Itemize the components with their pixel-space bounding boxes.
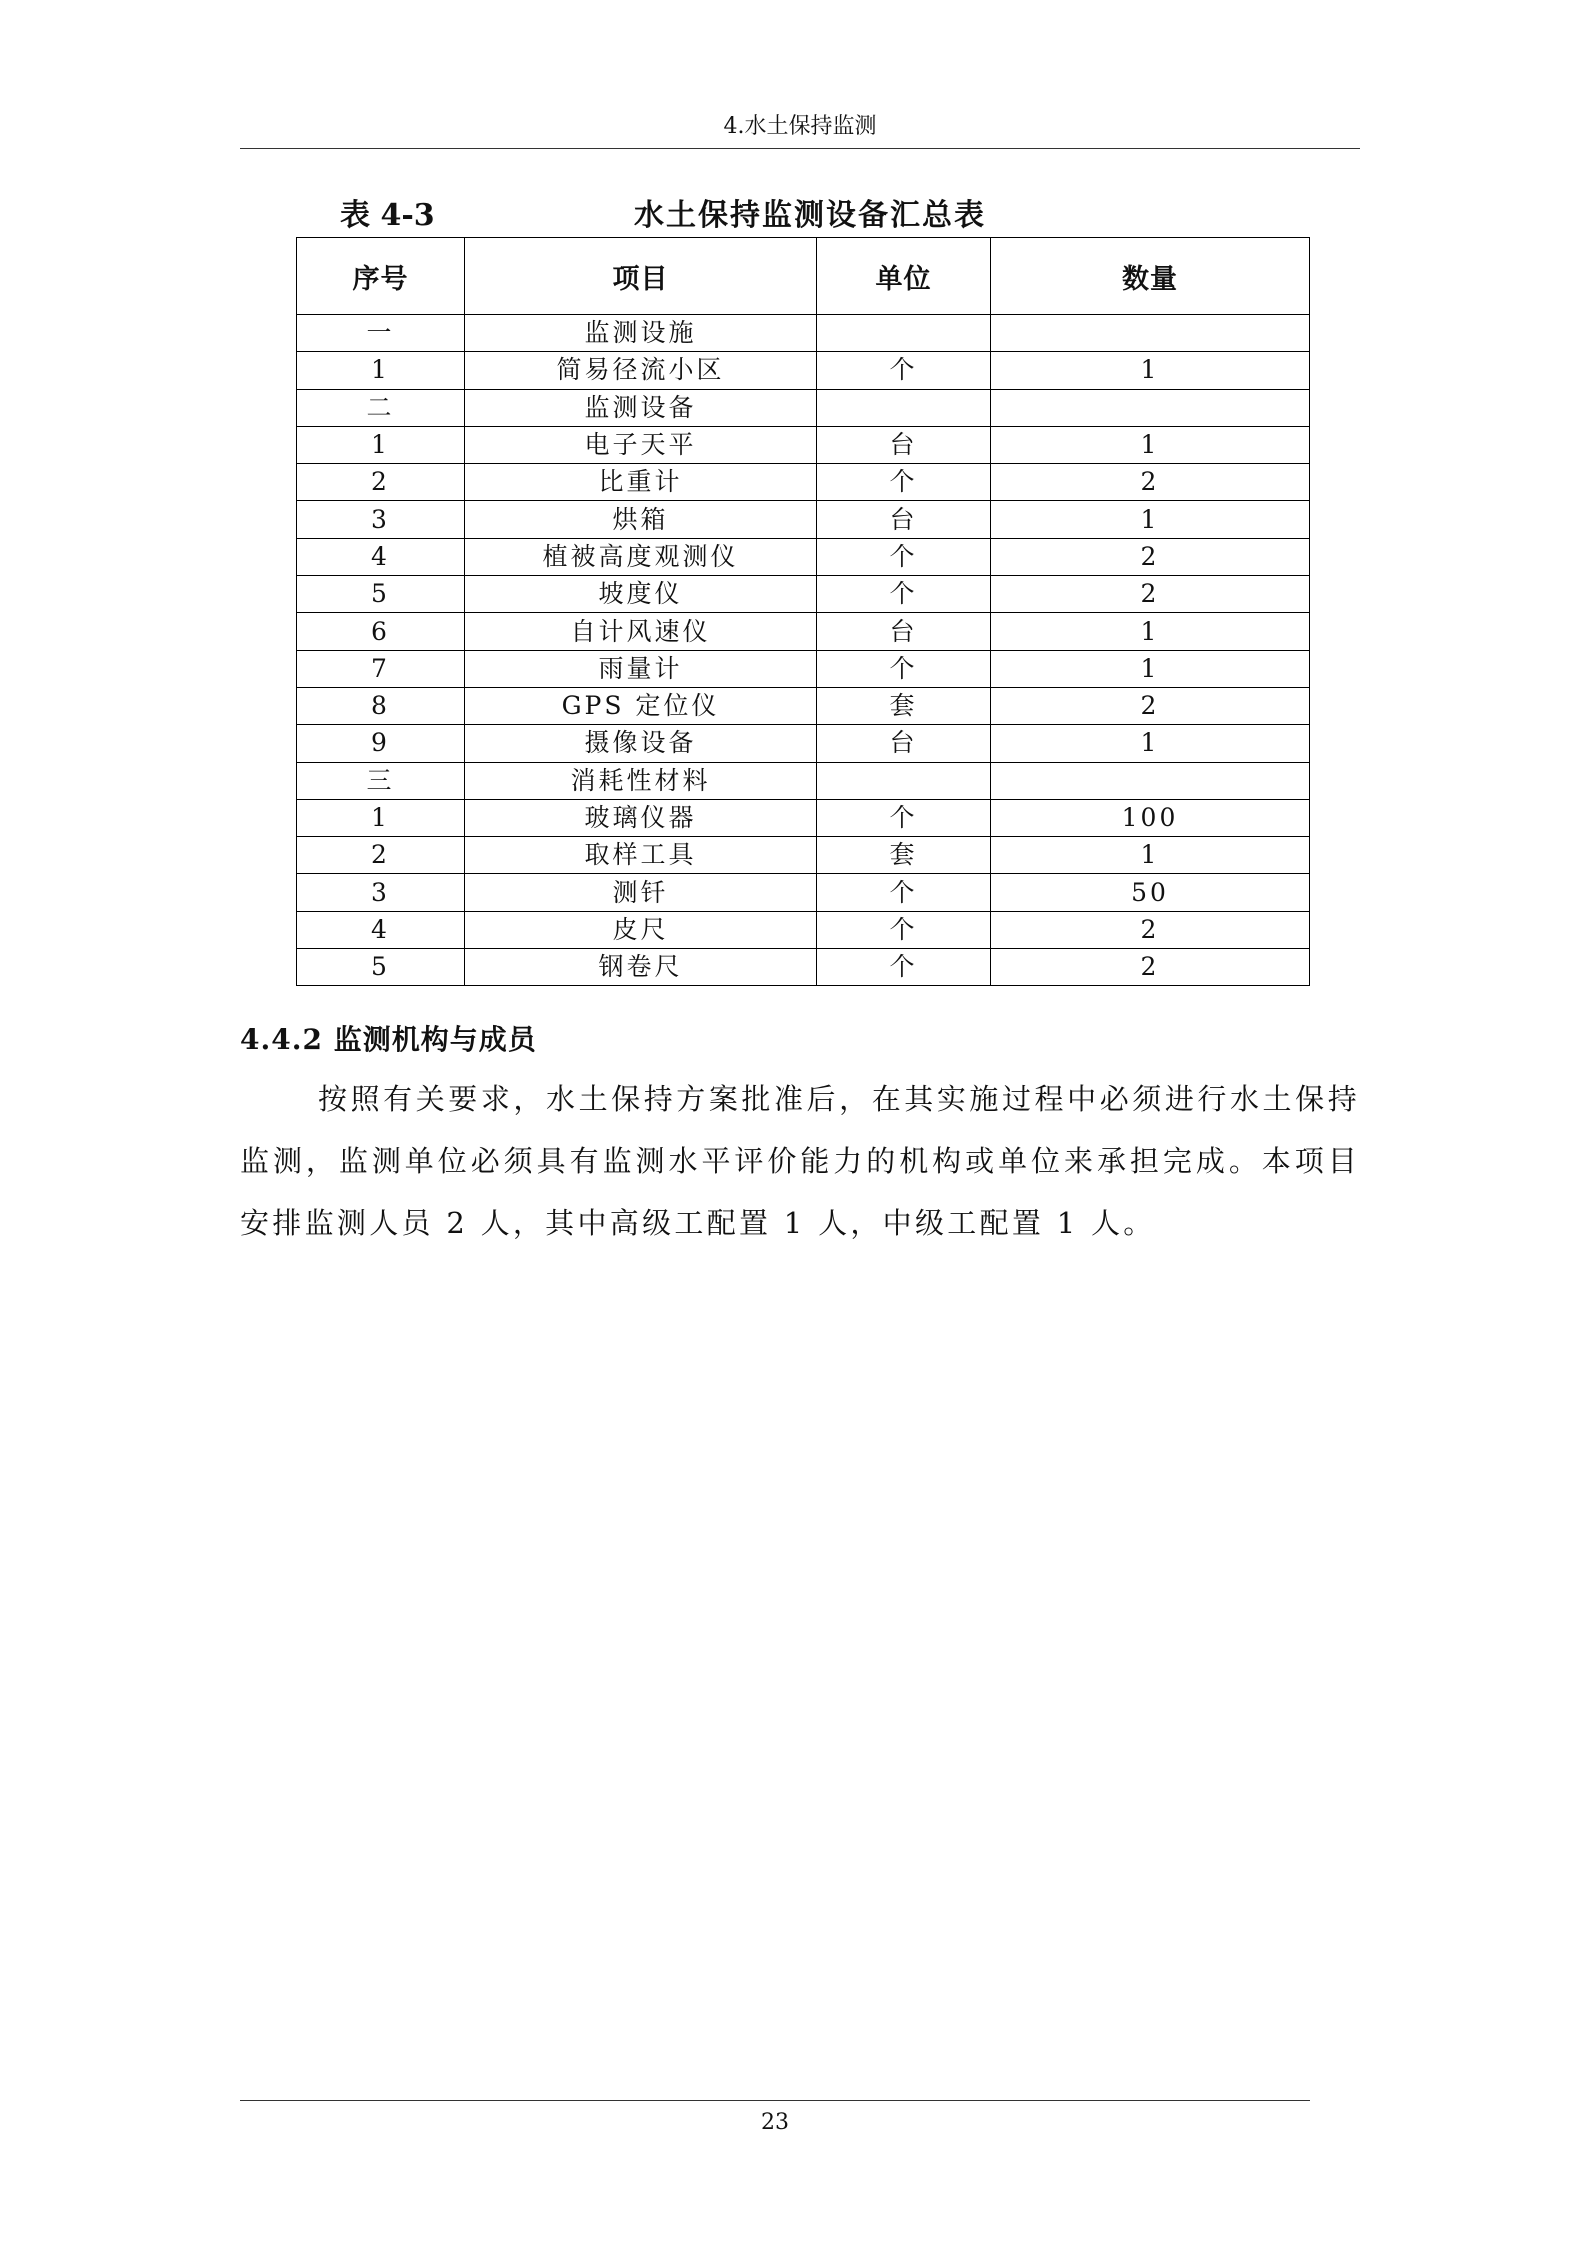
cell-unit bbox=[817, 762, 991, 799]
cell-qty: 50 bbox=[991, 874, 1310, 911]
cell-unit: 台 bbox=[817, 426, 991, 463]
cell-seq: 2 bbox=[297, 464, 465, 501]
cell-qty: 2 bbox=[991, 576, 1310, 613]
cell-unit: 台 bbox=[817, 613, 991, 650]
cell-item: 自计风速仪 bbox=[465, 613, 817, 650]
cell-seq: 4 bbox=[297, 911, 465, 948]
body-paragraph: 按照有关要求，水土保持方案批准后，在其实施过程中必须进行水土保持监测，监测单位必须具有监测水平评价能力的机构或单位来承担完成。本项目安排监测人员 2 人，其中高级工配置 1 人，中级工配置 1 人。 bbox=[240, 1082, 1360, 1240]
cell-unit: 个 bbox=[817, 799, 991, 836]
cell-qty: 1 bbox=[991, 650, 1310, 687]
equipment-table bbox=[296, 237, 1310, 986]
cell-qty: 1 bbox=[991, 426, 1310, 463]
table-row bbox=[297, 837, 1310, 874]
cell-unit: 个 bbox=[817, 538, 991, 575]
table-row bbox=[297, 687, 1310, 724]
cell-seq: 1 bbox=[297, 799, 465, 836]
cell-seq: 6 bbox=[297, 613, 465, 650]
column-header-item: 项目 bbox=[465, 238, 817, 315]
cell-item: 钢卷尺 bbox=[465, 949, 817, 986]
table-row bbox=[297, 576, 1310, 613]
footer-rule bbox=[240, 2100, 1310, 2101]
cell-unit: 个 bbox=[817, 352, 991, 389]
table-row bbox=[297, 315, 1310, 352]
table-row bbox=[297, 389, 1310, 426]
cell-item: 电子天平 bbox=[465, 426, 817, 463]
cell-qty bbox=[991, 762, 1310, 799]
table-caption-title: 水土保持监测设备汇总表 bbox=[634, 198, 986, 233]
cell-qty: 2 bbox=[991, 687, 1310, 724]
cell-qty: 2 bbox=[991, 538, 1310, 575]
table-row bbox=[297, 762, 1310, 799]
cell-qty: 2 bbox=[991, 949, 1310, 986]
cell-qty: 1 bbox=[991, 352, 1310, 389]
cell-seq: 2 bbox=[297, 837, 465, 874]
section-heading: 4.4.2 监测机构与成员 bbox=[240, 1023, 537, 1056]
cell-seq: 9 bbox=[297, 725, 465, 762]
table-row bbox=[297, 538, 1310, 575]
cell-item: 监测设备 bbox=[465, 389, 817, 426]
cell-item: 皮尺 bbox=[465, 911, 817, 948]
table-row bbox=[297, 501, 1310, 538]
cell-unit bbox=[817, 315, 991, 352]
table-row bbox=[297, 874, 1310, 911]
cell-qty: 100 bbox=[991, 799, 1310, 836]
column-header-unit: 单位 bbox=[817, 238, 991, 315]
cell-item: 雨量计 bbox=[465, 650, 817, 687]
cell-seq: 1 bbox=[297, 426, 465, 463]
cell-seq: 5 bbox=[297, 949, 465, 986]
cell-item: 摄像设备 bbox=[465, 725, 817, 762]
cell-item: 植被高度观测仪 bbox=[465, 538, 817, 575]
cell-seq: 三 bbox=[297, 762, 465, 799]
cell-seq: 二 bbox=[297, 389, 465, 426]
cell-unit: 个 bbox=[817, 911, 991, 948]
cell-item: 简易径流小区 bbox=[465, 352, 817, 389]
table-header-row bbox=[297, 238, 1310, 315]
cell-seq: 7 bbox=[297, 650, 465, 687]
cell-seq: 4 bbox=[297, 538, 465, 575]
cell-qty: 2 bbox=[991, 911, 1310, 948]
cell-unit: 套 bbox=[817, 687, 991, 724]
table-row bbox=[297, 949, 1310, 986]
cell-unit bbox=[817, 389, 991, 426]
cell-qty bbox=[991, 315, 1310, 352]
cell-item: 玻璃仪器 bbox=[465, 799, 817, 836]
cell-unit: 个 bbox=[817, 576, 991, 613]
cell-item: 取样工具 bbox=[465, 837, 817, 874]
table-row bbox=[297, 799, 1310, 836]
table-row bbox=[297, 613, 1310, 650]
cell-item: 坡度仪 bbox=[465, 576, 817, 613]
cell-item: 测钎 bbox=[465, 874, 817, 911]
cell-qty: 1 bbox=[991, 501, 1310, 538]
table-row bbox=[297, 911, 1310, 948]
cell-qty: 2 bbox=[991, 464, 1310, 501]
cell-unit: 个 bbox=[817, 874, 991, 911]
table-row bbox=[297, 464, 1310, 501]
cell-qty bbox=[991, 389, 1310, 426]
cell-qty: 1 bbox=[991, 725, 1310, 762]
cell-item: 比重计 bbox=[465, 464, 817, 501]
cell-unit: 个 bbox=[817, 650, 991, 687]
cell-item: 监测设施 bbox=[465, 315, 817, 352]
running-header: 4.水土保持监测 bbox=[723, 114, 877, 139]
column-header-qty: 数量 bbox=[991, 238, 1310, 315]
column-header-seq: 序号 bbox=[297, 238, 465, 315]
cell-unit: 个 bbox=[817, 464, 991, 501]
cell-unit: 套 bbox=[817, 837, 991, 874]
cell-item: 消耗性材料 bbox=[465, 762, 817, 799]
cell-unit: 个 bbox=[817, 949, 991, 986]
cell-qty: 1 bbox=[991, 613, 1310, 650]
header-rule bbox=[240, 148, 1360, 149]
cell-seq: 3 bbox=[297, 874, 465, 911]
cell-qty: 1 bbox=[991, 837, 1310, 874]
table-row bbox=[297, 352, 1310, 389]
cell-unit: 台 bbox=[817, 501, 991, 538]
table-row bbox=[297, 426, 1310, 463]
cell-seq: 5 bbox=[297, 576, 465, 613]
table-body bbox=[297, 315, 1310, 986]
cell-seq: 3 bbox=[297, 501, 465, 538]
cell-item: 烘箱 bbox=[465, 501, 817, 538]
cell-item: GPS 定位仪 bbox=[465, 687, 817, 724]
table-row bbox=[297, 725, 1310, 762]
page-number: 23 bbox=[761, 2110, 789, 2135]
cell-unit: 台 bbox=[817, 725, 991, 762]
cell-seq: 8 bbox=[297, 687, 465, 724]
cell-seq: 一 bbox=[297, 315, 465, 352]
cell-seq: 1 bbox=[297, 352, 465, 389]
table-caption-number: 表 4-3 bbox=[340, 198, 435, 233]
table-row bbox=[297, 650, 1310, 687]
